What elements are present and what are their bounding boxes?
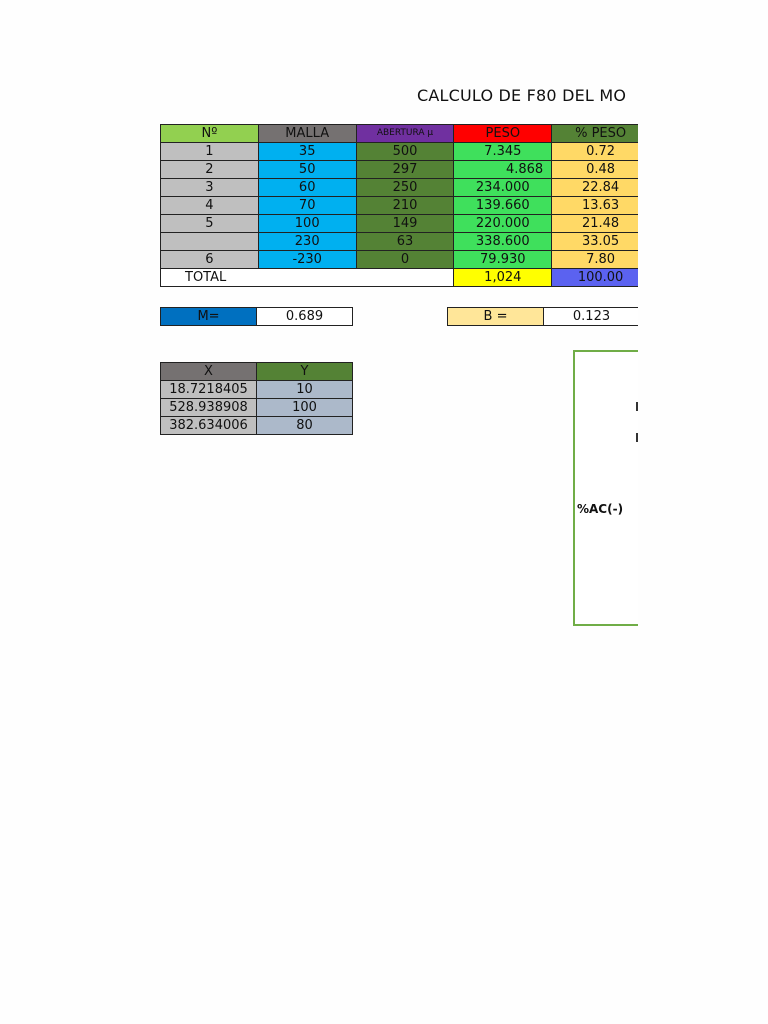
cell-peso[interactable]: 139.660 <box>454 197 552 215</box>
chart-tick-mark <box>636 402 638 411</box>
cell-n[interactable]: 2 <box>161 161 259 179</box>
cell-malla[interactable]: 50 <box>258 161 356 179</box>
header-abertura[interactable]: ABERTURA µ <box>356 125 454 143</box>
table-row <box>161 215 639 233</box>
m-label[interactable]: M= <box>160 307 257 326</box>
granulometry-table <box>160 124 638 287</box>
cell-malla[interactable]: 70 <box>258 197 356 215</box>
cell-porcentaje-peso[interactable]: 0.48 <box>552 161 638 179</box>
cell-abertura[interactable]: 297 <box>356 161 454 179</box>
cell-peso[interactable]: 79.930 <box>454 251 552 269</box>
cell-malla[interactable]: 60 <box>258 179 356 197</box>
cell-porcentaje-peso[interactable]: 13.63 <box>552 197 638 215</box>
cell-n[interactable]: 1 <box>161 143 259 161</box>
cell-peso[interactable]: 7.345 <box>454 143 552 161</box>
xy-header-row <box>161 363 353 381</box>
cell-peso[interactable]: 4.868 <box>454 161 552 179</box>
cell-peso[interactable]: 234.000 <box>454 179 552 197</box>
cell-peso[interactable]: 220.000 <box>454 215 552 233</box>
cell-abertura[interactable]: 210 <box>356 197 454 215</box>
page-title: CALCULO DE F80 DEL MO <box>417 86 627 105</box>
cell-n[interactable] <box>161 233 259 251</box>
table-row <box>161 381 353 399</box>
cell-n[interactable]: 6 <box>161 251 259 269</box>
header-x[interactable]: X <box>161 363 257 381</box>
cell-n[interactable]: 3 <box>161 179 259 197</box>
cell-x[interactable]: 382.634006 <box>161 417 257 435</box>
cell-abertura[interactable]: 0 <box>356 251 454 269</box>
table-row <box>161 251 639 269</box>
cell-n[interactable]: 5 <box>161 215 259 233</box>
cell-porcentaje-peso[interactable]: 33.05 <box>552 233 638 251</box>
table-row <box>161 161 639 179</box>
cell-malla[interactable]: -230 <box>258 251 356 269</box>
cell-porcentaje-peso[interactable]: 21.48 <box>552 215 638 233</box>
cell-porcentaje-peso[interactable]: 22.84 <box>552 179 638 197</box>
header-malla[interactable]: MALLA <box>258 125 356 143</box>
cell-malla[interactable]: 100 <box>258 215 356 233</box>
total-label[interactable]: TOTAL <box>161 269 454 287</box>
chart-y-axis-label: %AC(-) <box>577 502 624 516</box>
table-total-row <box>161 269 639 287</box>
cell-porcentaje-peso[interactable]: 0.72 <box>552 143 638 161</box>
table-row <box>161 179 639 197</box>
cell-abertura[interactable]: 63 <box>356 233 454 251</box>
table-row <box>161 143 639 161</box>
cell-y[interactable]: 100 <box>257 399 353 417</box>
chart-tick-mark <box>636 433 638 442</box>
table-header-row <box>161 125 639 143</box>
chart-frame[interactable] <box>573 350 638 626</box>
cell-x[interactable]: 18.7218405 <box>161 381 257 399</box>
b-value[interactable]: 0.123 <box>544 307 638 326</box>
table-row <box>161 197 639 215</box>
table-row <box>161 399 353 417</box>
header-porcentaje-peso[interactable]: % PESO <box>552 125 638 143</box>
table-row <box>161 233 639 251</box>
header-peso[interactable]: PESO <box>454 125 552 143</box>
cell-abertura[interactable]: 250 <box>356 179 454 197</box>
b-parameter <box>447 307 638 326</box>
cell-x[interactable]: 528.938908 <box>161 399 257 417</box>
cell-abertura[interactable]: 500 <box>356 143 454 161</box>
header-y[interactable]: Y <box>257 363 353 381</box>
header-n[interactable]: Nº <box>161 125 259 143</box>
xy-table <box>160 362 353 435</box>
cell-abertura[interactable]: 149 <box>356 215 454 233</box>
table-row <box>161 417 353 435</box>
b-label[interactable]: B = <box>447 307 544 326</box>
total-porcentaje-peso[interactable]: 100.00 <box>552 269 638 287</box>
cell-n[interactable]: 4 <box>161 197 259 215</box>
cell-malla[interactable]: 35 <box>258 143 356 161</box>
cell-y[interactable]: 80 <box>257 417 353 435</box>
cell-y[interactable]: 10 <box>257 381 353 399</box>
total-peso[interactable]: 1,024 <box>454 269 552 287</box>
cell-peso[interactable]: 338.600 <box>454 233 552 251</box>
cell-porcentaje-peso[interactable]: 7.80 <box>552 251 638 269</box>
m-value[interactable]: 0.689 <box>257 307 353 326</box>
m-parameter <box>160 307 353 326</box>
cell-malla[interactable]: 230 <box>258 233 356 251</box>
